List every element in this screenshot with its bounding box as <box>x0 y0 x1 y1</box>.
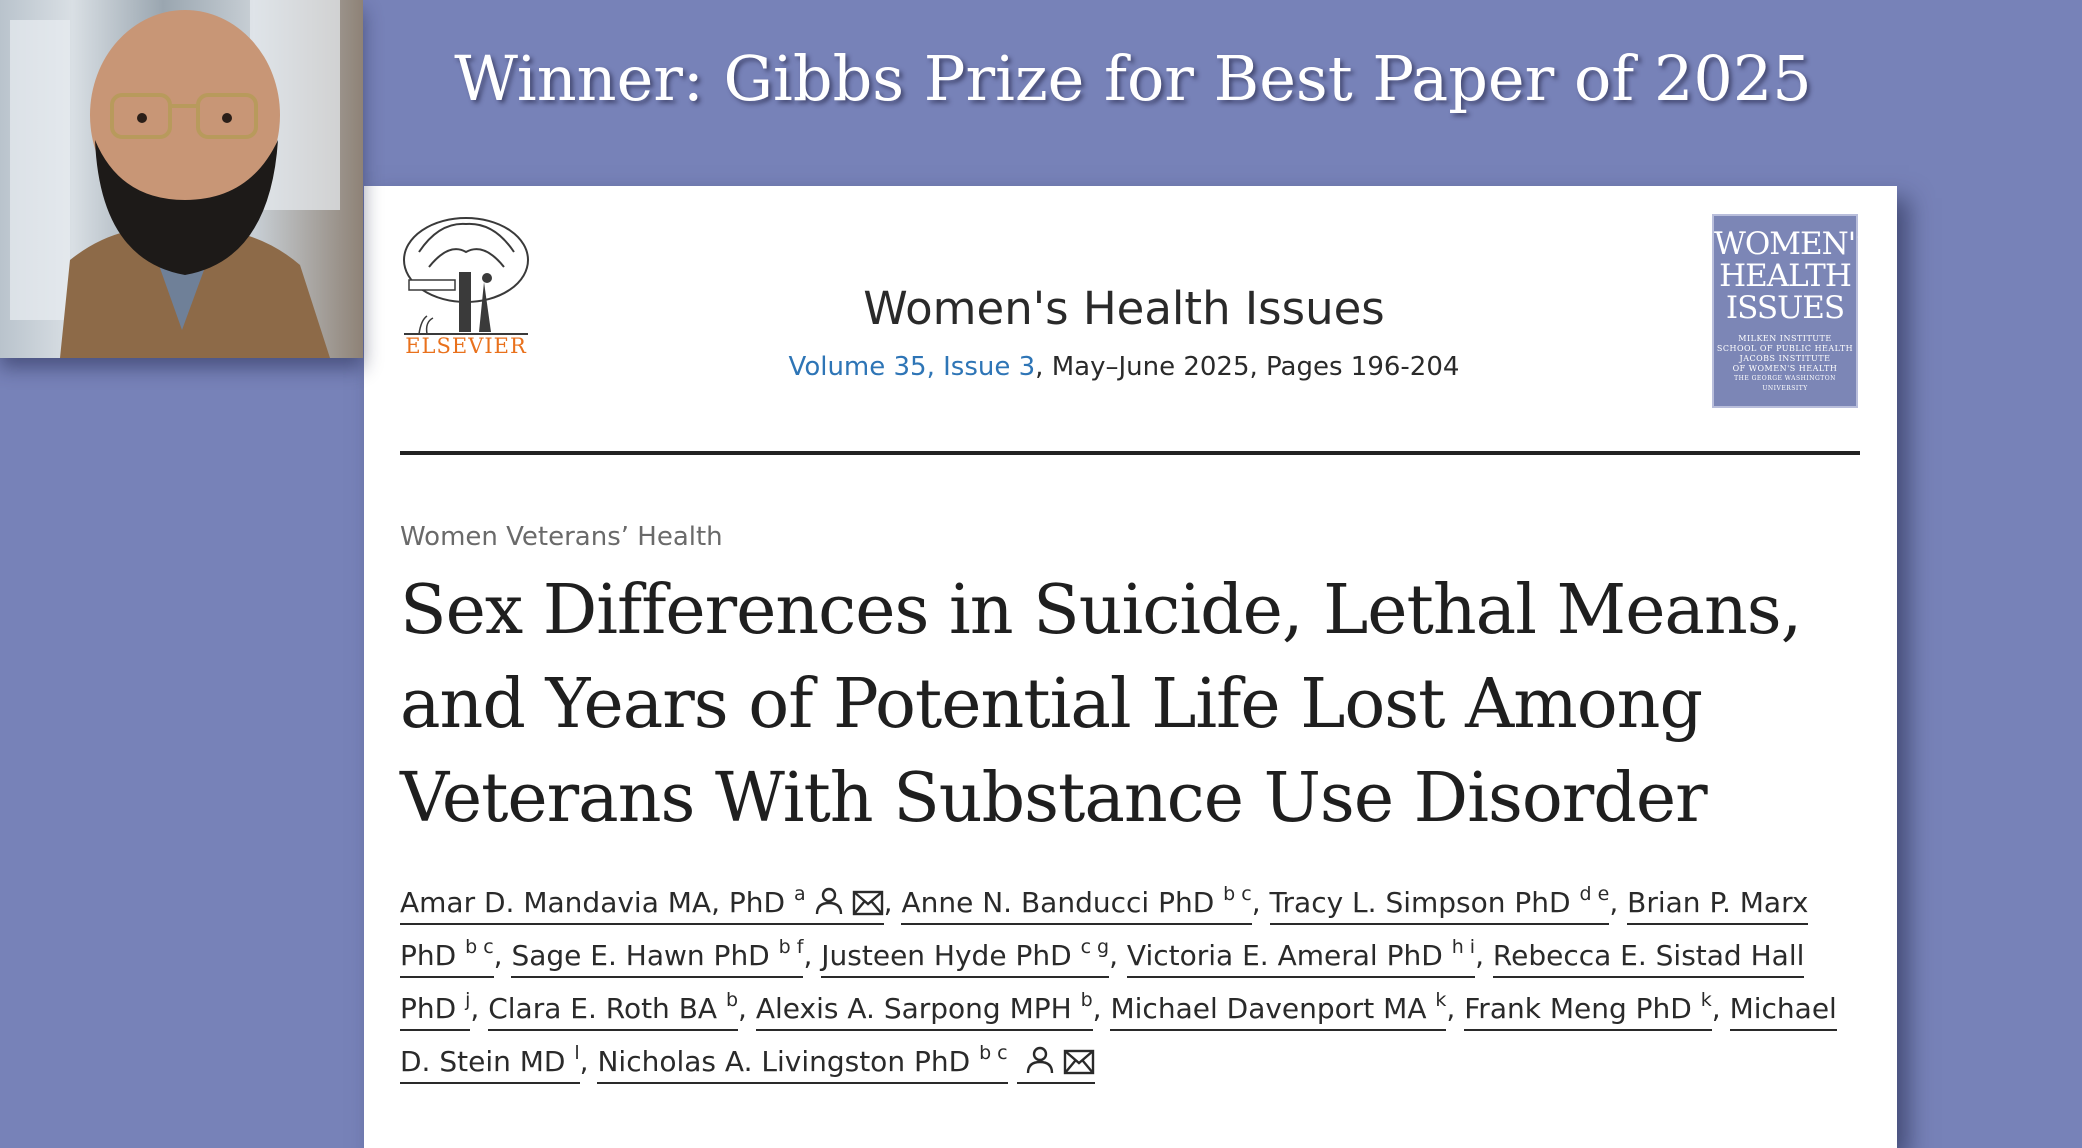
cover-title-line: WOMEN'S <box>1714 226 1876 262</box>
author-link[interactable]: Michael D. Stein MD $^l$ <box>400 992 1837 1084</box>
author-photo <box>0 0 363 358</box>
cover-subtitle-line: SCHOOL OF PUBLIC HEALTH <box>1716 344 1854 353</box>
article-section: Women Veterans’ Health <box>400 522 723 552</box>
envelope-icon[interactable] <box>852 890 884 916</box>
elsevier-tree-logo <box>399 212 533 346</box>
article-title-line: and Years of Potential Life Lost Among <box>400 665 1702 744</box>
author-list: Amar D. Mandavia MA, PhD $^a$ , Anne N. Banducci PhD $^{b c}$, Tracy L. Simpson PhD $^{d e}$, Brian P. Marx PhD $^{b c}$, Sage E. Hawn PhD $^{b f}$, Justeen Hyde PhD $^{c g}$, Victoria E. Ameral PhD $^{h i}$, Rebecca E. Sistad Hall PhD $^j$, Clara E. Roth BA $^b$, Alexis A. Sarpong MPH $^b$, Michael Davenport MA $^k$, Frank Meng PhD $^k$, Michael D. Stein MD $^l$, Nicholas A. Livingston PhD $^{b c}$ <box>400 876 1870 1088</box>
elsevier-wordmark[interactable]: ELSEVIER <box>405 334 527 358</box>
article-title <box>400 564 1860 846</box>
author-link[interactable]: Tracy L. Simpson PhD $^{d e}$ <box>1270 886 1610 925</box>
cover-title-line: ISSUES <box>1725 290 1845 326</box>
author-link[interactable]: Frank Meng PhD $^k$ <box>1464 992 1712 1031</box>
author-link[interactable]: Victoria E. Ameral PhD $^{h i}$ <box>1127 939 1475 978</box>
article-title-line: Veterans With Substance Use Disorder <box>400 759 1707 838</box>
portrait-illustration <box>0 0 363 358</box>
cover-subtitle-line: JACOBS INSTITUTE <box>1739 354 1831 363</box>
person-icon <box>1025 1045 1055 1075</box>
author-link[interactable]: Brian P. Marx PhD $^{b c}$ <box>400 886 1808 978</box>
article-title-line: Sex Differences in Suicide, Lethal Means, <box>400 571 1802 650</box>
author-link[interactable]: Alexis A. Sarpong MPH $^b$ <box>756 992 1093 1031</box>
issue-details: , May–June 2025, Pages 196-204 <box>1035 352 1460 382</box>
author-link[interactable]: Nicholas A. Livingston PhD $^{b c}$ <box>597 1045 1007 1084</box>
author-link[interactable]: Amar D. Mandavia MA, PhD $^a$ <box>400 886 884 925</box>
person-icon <box>814 886 844 916</box>
issue-line <box>724 352 1524 382</box>
corresponding-author-icons[interactable] <box>1017 1045 1095 1084</box>
cover-subtitle-line: THE GEORGE WASHINGTON UNIVERSITY <box>1734 375 1836 392</box>
author-link[interactable]: Michael Davenport MA $^k$ <box>1110 992 1446 1031</box>
envelope-icon[interactable] <box>1063 1049 1095 1075</box>
cover-subtitle-line: MILKEN INSTITUTE <box>1738 334 1832 343</box>
banner-headline: Winner: Gibbs Prize for Best Paper of 2025 <box>454 42 1812 115</box>
author-link[interactable]: Anne N. Banducci PhD $^{b c}$ <box>901 886 1251 925</box>
article-card <box>364 186 1897 1148</box>
journal-cover[interactable] <box>1712 214 1876 408</box>
author-link[interactable]: Clara E. Roth BA $^b$ <box>488 992 738 1031</box>
author-link[interactable]: Rebecca E. Sistad Hall PhD $^j$ <box>400 939 1804 1031</box>
author-link[interactable]: Justeen Hyde PhD $^{c g}$ <box>821 939 1109 978</box>
journal-name[interactable]: Women's Health Issues <box>863 282 1385 335</box>
header-divider <box>400 451 1860 455</box>
cover-title-line: HEALTH <box>1719 258 1851 294</box>
cover-subtitle-line: OF WOMEN'S HEALTH <box>1732 364 1838 373</box>
author-link[interactable]: Sage E. Hawn PhD $^{b f}$ <box>511 939 803 978</box>
issue-link[interactable]: Volume 35, Issue 3 <box>788 352 1036 382</box>
